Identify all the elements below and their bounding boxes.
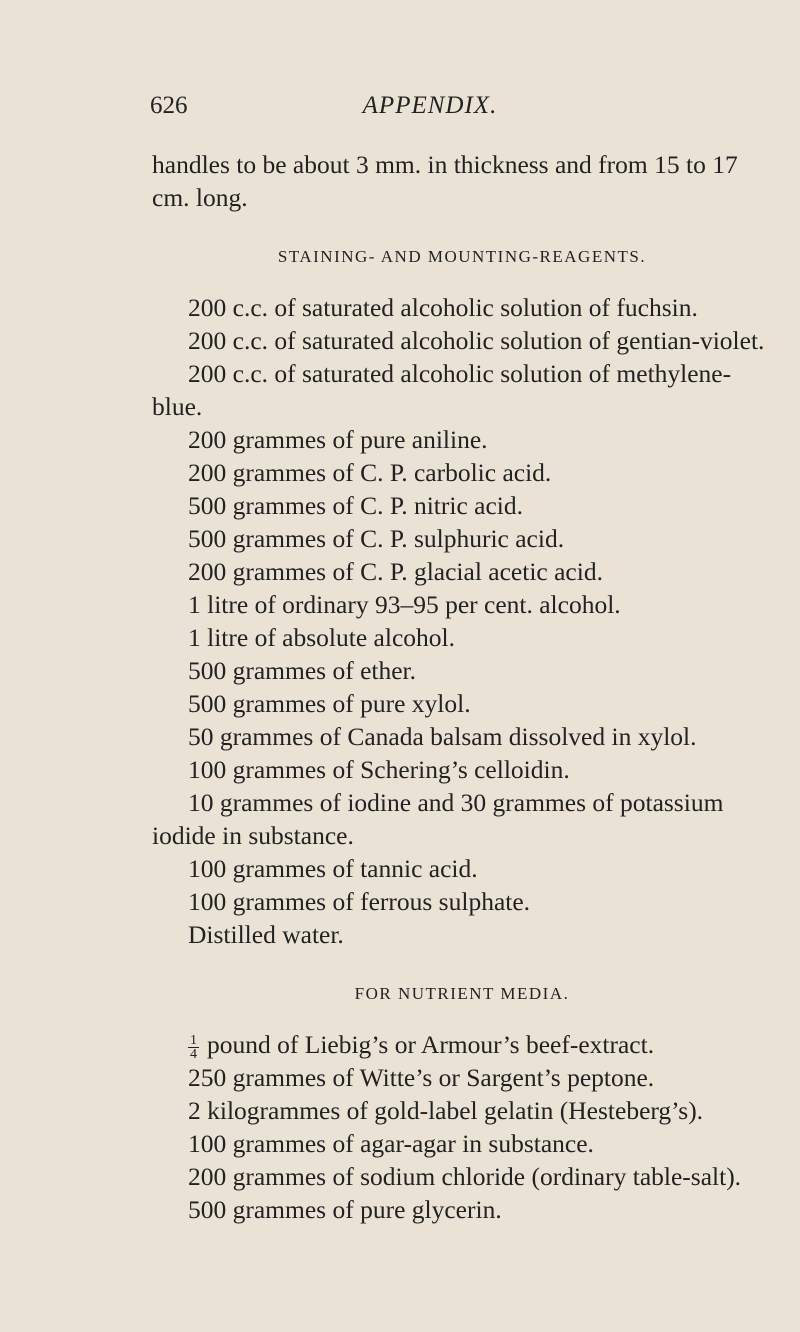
list-item: 250 grammes of Witte’s or Sargent’s peptone.	[188, 1063, 655, 1092]
nutrient-media-list	[152, 1028, 772, 1226]
page-body	[152, 148, 772, 1226]
list-item: 500 grammes of C. P. sulphuric acid.	[188, 524, 565, 553]
intro-paragraph: handles to be about 3 mm. in thickness and from 15 to 17 cm. long.	[152, 150, 738, 212]
list-item: 200 c.c. of saturated alcoholic solution of gentian-violet.	[188, 326, 765, 355]
list-item: 200 grammes of pure aniline.	[188, 425, 488, 454]
list-item: 200 c.c. of saturated alcoholic solution of fuchsin.	[188, 293, 698, 322]
list-item	[152, 1028, 772, 1061]
list-item: 500 grammes of ether.	[188, 656, 417, 685]
list-item: 200 grammes of sodium chloride (ordinary table-salt).	[188, 1162, 742, 1191]
fraction-denominator: 4	[190, 1046, 197, 1062]
list-item: 10 grammes of iodine and 30 grammes of potassium iodide in substance.	[152, 788, 724, 850]
list-item: 1 litre of absolute alcohol.	[188, 623, 455, 652]
list-item: 200 grammes of C. P. carbolic acid.	[188, 458, 552, 487]
list-item: 500 grammes of C. P. nitric acid.	[188, 491, 523, 520]
section-title-nutrient: FOR NUTRIENT MEDIA.	[354, 984, 570, 1003]
list-item: 50 grammes of Canada balsam dissolved in xylol.	[188, 722, 697, 751]
fraction-one-quarter	[188, 1034, 199, 1061]
list-item: Distilled water.	[188, 920, 344, 949]
fraction-numerator: 1	[190, 1032, 197, 1048]
staining-reagent-list	[152, 291, 772, 951]
section-title-staining: STAINING- AND MOUNTING-REAGENTS.	[277, 247, 647, 266]
list-item: 2 kilogrammes of gold-label gelatin (Hesteberg’s).	[188, 1096, 704, 1125]
list-item: 500 grammes of pure glycerin.	[188, 1195, 502, 1224]
page-number: 626	[150, 92, 188, 119]
running-head: APPENDIX.	[362, 92, 498, 119]
list-item: 100 grammes of agar-agar in substance.	[188, 1129, 594, 1158]
list-item: 100 grammes of ferrous sulphate.	[188, 887, 531, 916]
list-item: 100 grammes of tannic acid.	[188, 854, 478, 883]
page-header	[150, 92, 710, 132]
list-item: 200 grammes of C. P. glacial acetic acid.	[188, 557, 603, 586]
list-item: 200 c.c. of saturated alcoholic solution of methylene-blue.	[152, 359, 732, 421]
list-item: 500 grammes of pure xylol.	[188, 689, 471, 718]
list-item-text: pound of Liebig’s or Armour’s beef-extract.	[207, 1030, 655, 1059]
list-item: 100 grammes of Schering’s celloidin.	[188, 755, 570, 784]
list-item: 1 litre of ordinary 93–95 per cent. alcohol.	[188, 590, 621, 619]
